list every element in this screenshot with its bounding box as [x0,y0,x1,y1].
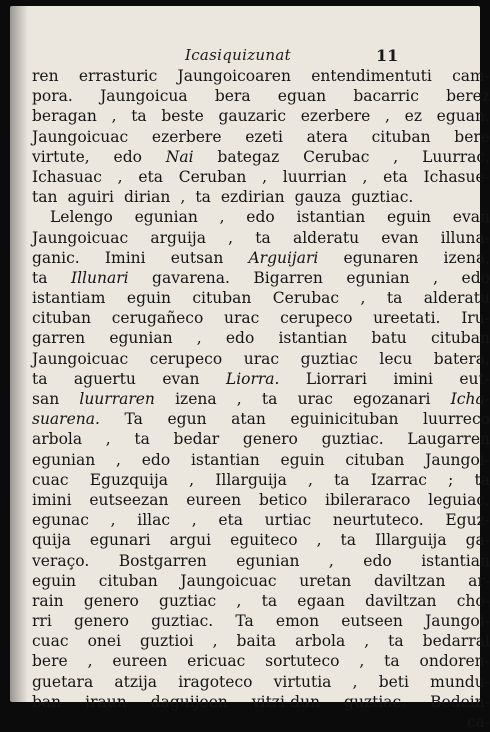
word: Illunari [70,268,129,287]
word: luurrian [282,167,347,186]
word: rri [32,612,52,631]
word: vitzi-dun [251,692,321,711]
text-line [32,470,490,490]
word: uretan [299,571,352,590]
word: beragan [32,107,97,126]
word: cerugañeco [111,309,204,328]
word: edo [246,208,275,227]
word: iraun [85,692,127,711]
word: urac [297,390,333,408]
text-line [32,248,490,268]
text-line [32,389,490,409]
word: istantiam [32,289,106,308]
text-line [32,429,490,449]
word: garren [32,329,86,348]
text-line [32,127,490,147]
word: atan [231,410,266,429]
word: errasturic [78,67,158,85]
word: arbola [295,632,346,651]
word: eutsan [170,248,224,267]
word: imini [393,369,433,388]
word: , [87,652,93,671]
word: genero [242,430,298,449]
word: , [236,390,242,408]
word: cuac [32,632,69,651]
word: cerupeco [149,349,223,368]
word: , [110,511,116,530]
word: , [180,188,186,207]
text-line [32,712,490,732]
word: bedar [173,430,220,449]
word: ibileraraco [325,490,411,509]
text-line [32,551,490,571]
word: luurraren [79,390,155,408]
word: ta [334,470,350,489]
word: Illarguija [374,531,447,550]
text-line [32,86,490,106]
word: , [228,228,234,247]
word: evan [452,208,490,227]
text-line [32,611,490,631]
word: virtutia [273,672,332,691]
word: guztiac. [151,612,214,631]
word: cituban [345,450,405,469]
word: entendimentuti [311,67,432,85]
word: eguin [280,450,325,469]
word: , [236,591,242,610]
word: ta [32,268,48,287]
word: , [111,107,117,126]
word: guztiac. [321,430,384,449]
word: sortuteco [265,652,340,671]
text-line [32,530,490,550]
word: , [196,329,202,348]
word: tan [32,188,58,207]
word: cituban [98,571,158,590]
word: Liorra. [225,369,280,388]
word: , [116,450,121,469]
word: , [219,208,225,227]
word: daviltzan [373,571,446,590]
text-line [32,328,490,348]
page-header [10,46,480,68]
word: eutseezan [89,490,169,509]
word: evan [381,228,419,247]
word: luurreco [423,410,490,429]
word: imini [32,490,72,509]
word: Arguijari [248,248,319,267]
word: guztioi [140,632,194,651]
word: , [262,167,267,186]
word: edo [225,329,255,348]
word: beti [378,672,409,691]
word: cituban [430,329,490,348]
word: atzija [114,672,158,691]
word: egunari [89,531,151,550]
word: Bostgarren [118,551,207,570]
word: rain [32,591,64,610]
word: ezerbere [300,107,371,126]
gutter-shadow [10,6,28,702]
word: ericuac [187,652,246,671]
word: Iru- [461,309,490,328]
text-line [32,591,490,611]
word: gauzaric [218,107,287,126]
word: , [105,430,111,449]
word: cerupeco [280,309,353,328]
word: ezerbere [151,127,222,146]
word: batu [371,329,407,348]
word: ca- [466,713,490,731]
word: ta [195,188,211,207]
word: san [32,390,60,408]
word: eta [218,511,243,530]
word: bacarric [353,87,419,106]
word: eguiteco [230,531,298,550]
word: Cerubac [303,147,370,166]
word: atera [306,127,348,146]
text-line [32,631,490,651]
word: egunian [236,551,300,570]
word: , [191,511,197,530]
text-line [32,369,490,389]
text-line [32,288,490,308]
word: , [360,289,366,308]
word: Ceruban [178,167,247,186]
word: ta [255,228,271,247]
word: onei [87,632,122,651]
word: eguin [387,208,432,227]
word: , [117,167,123,186]
word: urtiac [264,511,312,530]
text-line [32,692,490,712]
word: bere [454,127,490,146]
body-text [32,66,490,732]
word: , [189,470,195,489]
word: Bedein- [430,692,490,711]
word: guztiac [159,591,217,610]
word: Jaungoicoaren [177,67,291,85]
word: bedarrai [422,632,490,651]
word: ganic. [32,248,80,267]
word: daviltzan [365,591,437,610]
word: eta [383,167,408,186]
word: emon [275,612,320,631]
word: ezeti [245,127,283,146]
text-line [32,349,490,369]
word: Eguz- [445,511,490,530]
text-line [32,207,490,227]
word: gauza [294,188,342,207]
word: Jaungoicua [100,87,188,106]
text-line [32,106,490,126]
book-page [10,6,490,731]
word: genero [83,591,139,610]
text-line [32,167,490,187]
word: berez [446,87,490,106]
word: , [308,470,313,489]
word: arguija [150,228,206,247]
running-title: Icasiquizunat [185,46,291,64]
word: baita [236,632,277,651]
word: eguan. [436,107,490,126]
word: istantian [278,329,348,348]
word: cam- [452,67,490,85]
word: eutseen [341,612,403,631]
word: Jaungoicuac [32,228,129,247]
word: Jaungoicuac [32,127,129,146]
word: Luurrac, [422,147,490,166]
word: mundu- [430,672,490,691]
word: alderatu [423,289,490,308]
word: alderatu [292,228,360,247]
word: ta [474,470,490,489]
word: urac [224,309,260,328]
word: guetara [32,672,94,691]
word: , [328,551,334,570]
word: , [385,107,390,126]
word: egunian [109,329,173,348]
word: ezdirian [220,188,285,207]
word: edo [113,147,142,166]
word: Izarrac [370,470,427,489]
word: veraço. [32,551,90,570]
word: egunac [32,511,89,530]
word: urac [243,349,280,368]
word: neurtuteco. [332,511,424,530]
word: izena [175,390,217,408]
word: arbola [32,430,83,449]
text-line [32,510,490,530]
word: eureen [186,490,242,509]
word: Ichasue- [423,167,490,186]
word: Ta [124,410,143,429]
word: betico [258,490,308,509]
word: cuac [32,470,69,489]
text-line [32,228,490,248]
word: ureetati. [373,309,441,328]
word: gavarena. [152,268,230,287]
word: ta [388,632,404,651]
word: Jaungoi- [425,612,490,631]
word: , [433,268,439,287]
word: leguiac, [428,490,490,509]
word: ban [32,692,62,711]
word: eta [138,167,163,186]
word: eguan [277,87,327,106]
word: eguin [32,571,77,590]
word: argui [169,531,212,550]
word: edo [363,551,392,570]
word: ta [131,107,147,126]
word: cituban [192,289,252,308]
word: dirian [123,188,171,207]
text-line [32,268,490,288]
word: virtute, [32,147,90,166]
word: ez [404,107,422,126]
page-number: 11 [376,46,399,65]
word: ta [384,652,400,671]
word: Cerubac [272,289,340,308]
word: illuna- [440,228,490,247]
word: Jaungoi- [425,450,490,469]
word: egaan [297,591,345,610]
word: egunaren [343,248,419,267]
word: iragoteco [178,672,253,691]
text-line [32,308,490,328]
word: , [364,632,370,651]
word: batera, [433,349,490,368]
word: guztiac. [351,188,414,207]
word: ta [261,390,278,408]
text-line [32,651,490,671]
text-line [32,147,490,167]
word: lecu [379,349,413,368]
word: bera [214,87,251,106]
word: eguin [126,289,171,308]
word: Laugarren [407,430,490,449]
word: Ta [235,612,254,631]
word: genero [73,612,129,631]
word: istantian [190,450,260,469]
word: cho- [456,591,490,610]
word: , [359,652,365,671]
word: izena, [443,248,490,267]
word: , [393,147,399,166]
word: Liorrari [305,369,367,388]
word: cituban [371,127,431,146]
word: eut- [459,369,490,388]
word: , [362,167,368,186]
word: ta [340,531,356,550]
word: ta [386,289,403,308]
word: edo [141,450,171,469]
word: daguijeen [150,692,228,711]
word: guztiac [300,349,358,368]
word: suarena. [32,410,100,429]
word: ta [261,591,278,610]
word: Icha- [450,390,490,408]
word: ta [134,430,150,449]
word: egozanari [353,390,431,408]
word: Jaungoicuac [180,571,277,590]
word: eguinicituban [290,410,399,429]
text-line [32,66,490,86]
word: egunian [32,450,96,469]
word: illac [137,511,171,530]
word: istantian [296,208,366,227]
word: pora. [32,87,73,106]
word: Jaungoicuac [32,349,129,368]
word: aguertu [73,369,136,388]
word: evan [162,369,200,388]
word: Illarguija [215,470,287,489]
word: bategaz [217,147,280,166]
word: egunian [134,208,198,227]
word: ga- [465,531,490,550]
word: Imini [104,248,146,267]
word: Eguzquija [89,470,169,489]
text-line [32,672,490,692]
word: quija [32,531,71,550]
word: Nai [165,147,194,166]
word: aguiri [67,188,114,207]
text-line [32,490,490,510]
word: ar- [468,571,490,590]
text-line [32,187,490,207]
word: , [316,531,322,550]
word: Lelengo [50,208,113,227]
text-line [32,450,490,470]
word: ondoren- [419,652,490,671]
word: beste [161,107,204,126]
word: ; [448,470,454,489]
word: , [212,632,218,651]
text-line [32,571,490,591]
word: edo [461,268,490,287]
word: istantian [421,551,490,570]
word: Ichasuac [32,167,102,186]
word: eureen [112,652,168,671]
word: guztiac. [344,692,407,711]
word: ta [32,369,48,388]
word: , [352,672,358,691]
word: bere [32,652,68,671]
word: egun [167,410,207,429]
word: cituban [32,309,91,328]
word: egunian [346,268,410,287]
text-line [32,409,490,429]
word: Bigarren [253,268,323,287]
word: ren [32,67,59,85]
